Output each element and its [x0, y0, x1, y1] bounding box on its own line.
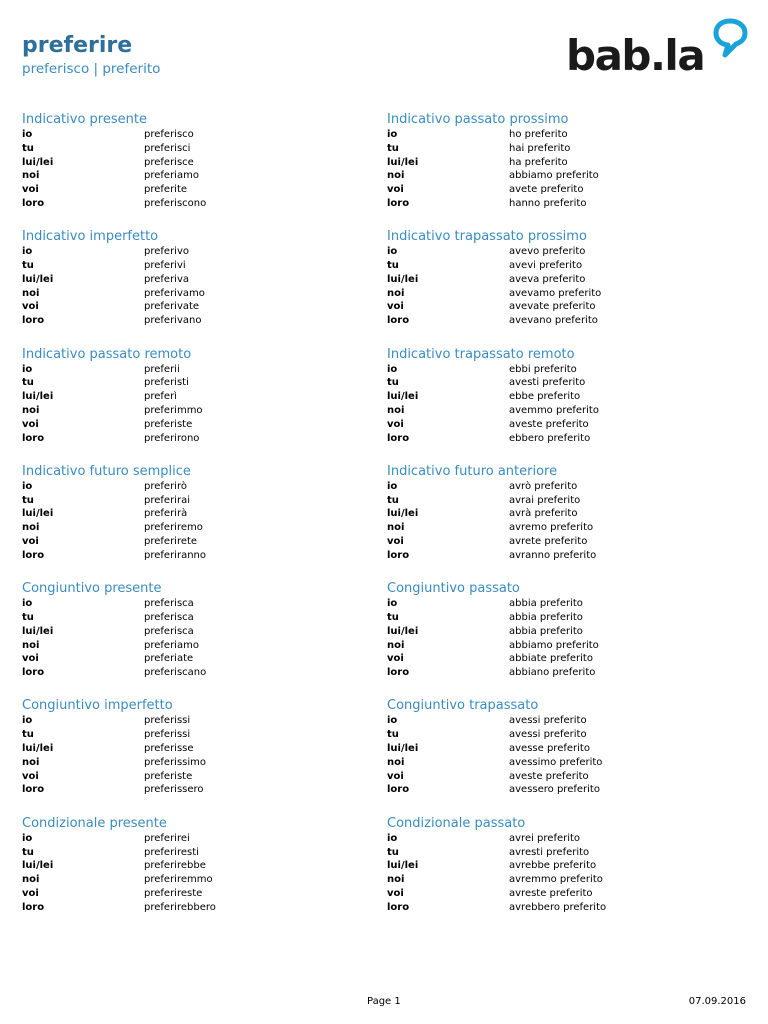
conjugation-row [22, 128, 372, 142]
conjugation-row [22, 901, 372, 915]
pronoun: lui/lei [22, 625, 54, 637]
verb-form: preferissi [144, 715, 191, 727]
verb-form: preferite [144, 184, 188, 196]
tense-title: Indicativo presente [22, 112, 147, 127]
pronoun: loro [387, 549, 410, 561]
pronoun: io [22, 598, 33, 610]
conjugation-row [387, 404, 737, 418]
tense-block [22, 816, 372, 933]
conjugation-row [387, 390, 737, 404]
conjugation-row [22, 169, 372, 183]
verb-form: avesse preferito [509, 743, 590, 755]
conjugation-row [387, 376, 737, 390]
verb-form: abbia preferito [509, 598, 583, 610]
verb-form: aveste preferito [509, 770, 589, 782]
conjugation-row [22, 404, 372, 418]
tense-title: Indicativo futuro anteriore [387, 463, 558, 479]
pronoun: lui/lei [387, 508, 419, 520]
conjugation-row [387, 142, 737, 156]
conjugation-row [387, 259, 737, 273]
conjugation-row [22, 376, 372, 390]
pronoun: noi [387, 522, 405, 534]
verb-form: avete preferito [509, 184, 584, 196]
pronoun: tu [22, 142, 34, 154]
tense-block [387, 112, 737, 229]
page-number: Page 1 [367, 996, 401, 1007]
verb-form: avremmo preferito [509, 874, 603, 886]
conjugation-row [387, 549, 737, 563]
speech-bubble-icon [712, 18, 748, 58]
verb-form: avevo preferito [509, 246, 586, 258]
verb-form: preferisti [144, 377, 189, 389]
tense-title: Indicativo passato remoto [22, 346, 192, 362]
tense-block [387, 464, 737, 581]
conjugation-row [22, 535, 372, 549]
pronoun: io [387, 715, 398, 727]
conjugation-row [387, 783, 737, 797]
conjugation-row [22, 197, 372, 211]
tense-title: Indicativo passato prossimo [387, 112, 569, 127]
pronoun: tu [387, 260, 399, 272]
conjugation-row [387, 652, 737, 666]
verb-form: avrebbe preferito [509, 860, 597, 872]
conjugation-row [22, 666, 372, 680]
conjugation-row [387, 770, 737, 784]
pronoun: voi [22, 770, 39, 782]
conjugation-row [387, 742, 737, 756]
conjugation-row [387, 156, 737, 170]
pronoun: loro [387, 784, 410, 796]
verb-form: preferì [144, 391, 177, 403]
conjugation-row [387, 169, 737, 183]
pronoun: tu [22, 494, 34, 506]
conjugation-row [387, 666, 737, 680]
pronoun: tu [22, 377, 34, 389]
conjugation-row [22, 846, 372, 860]
verb-form: preferisce [144, 156, 194, 168]
verb-form: preferirebbe [144, 860, 206, 872]
verb-form: preferiva [144, 273, 189, 285]
pronoun: lui/lei [387, 273, 419, 285]
right-column [387, 112, 737, 933]
tense-block [22, 229, 372, 346]
pronoun: io [22, 363, 33, 375]
verb-form: avrete preferito [509, 536, 588, 548]
verb-form: preferisca [144, 598, 194, 610]
conjugation-row [387, 300, 737, 314]
pronoun: loro [22, 315, 45, 327]
pronoun: tu [387, 846, 399, 858]
verb-form: hanno preferito [509, 197, 587, 209]
conjugation-row [387, 639, 737, 653]
verb-form: avessimo preferito [509, 756, 603, 768]
conjugation-row [387, 846, 737, 860]
conjugation-row [387, 611, 737, 625]
pronoun: loro [387, 315, 410, 327]
pronoun: loro [22, 197, 45, 209]
conjugation-row [387, 314, 737, 328]
pronoun: loro [22, 901, 45, 913]
verb-form: preferivano [144, 315, 202, 327]
verb-form: avresti preferito [509, 846, 590, 858]
conjugation-row [22, 156, 372, 170]
verb-form: preferirò [144, 480, 187, 492]
pronoun: lui/lei [22, 508, 54, 520]
conjugation-row [387, 832, 737, 846]
verb-form: avrebbero preferito [509, 901, 607, 913]
pronoun: noi [387, 874, 405, 886]
pronoun: voi [387, 770, 404, 782]
pronoun: voi [387, 301, 404, 313]
pronoun: tu [22, 260, 34, 272]
verb-form: preferiresti [144, 846, 199, 858]
pronoun: tu [387, 494, 399, 506]
verb-form: preferiamo [144, 170, 199, 182]
pronoun: noi [387, 639, 405, 651]
conjugation-row [387, 625, 737, 639]
tense-block [22, 464, 372, 581]
pronoun: noi [22, 404, 40, 416]
conjugation-row [22, 714, 372, 728]
pronoun: voi [22, 184, 39, 196]
conjugation-row [22, 418, 372, 432]
conjugation-row [387, 873, 737, 887]
verb-form: preferiranno [144, 549, 206, 561]
conjugation-row [387, 418, 737, 432]
tense-block [22, 581, 372, 698]
pronoun: loro [387, 667, 410, 679]
conjugation-row [387, 507, 737, 521]
babla-logo [566, 18, 752, 80]
pronoun: loro [22, 432, 45, 444]
pronoun: noi [22, 874, 40, 886]
tense-block [387, 347, 737, 464]
pronoun: lui/lei [22, 156, 54, 168]
conjugation-row [22, 259, 372, 273]
pronoun: io [387, 832, 398, 844]
pronoun: lui/lei [387, 743, 419, 755]
pronoun: lui/lei [22, 743, 54, 755]
verb-form: preferisca [144, 625, 194, 637]
conjugation-row [387, 728, 737, 742]
pronoun: loro [387, 432, 410, 444]
conjugation-row [22, 597, 372, 611]
tense-block [387, 698, 737, 815]
verb-form: avessi preferito [509, 729, 587, 741]
conjugation-row [22, 611, 372, 625]
pronoun: tu [387, 377, 399, 389]
verb-form: preferiste [144, 418, 193, 430]
verb-form: preferisse [144, 743, 194, 755]
conjugation-row [22, 770, 372, 784]
conjugation-row [22, 887, 372, 901]
conjugation-row [22, 287, 372, 301]
verb-form: avrò preferito [509, 480, 578, 492]
verb-form: preferirai [144, 494, 190, 506]
verb-form: aveste preferito [509, 418, 589, 430]
verb-form: preferivo [144, 246, 189, 258]
conjugation-row [22, 521, 372, 535]
verb-form: avremo preferito [509, 522, 594, 534]
verb-form: preferissimo [144, 756, 207, 768]
verb-form: avevano preferito [509, 315, 598, 327]
logo-text: bab.la [566, 31, 705, 80]
verb-form: ebbi preferito [509, 363, 577, 375]
verb-form: preferirebbero [144, 901, 216, 913]
verb-form: preferirei [144, 832, 190, 844]
conjugation-row [22, 742, 372, 756]
pronoun: noi [387, 287, 405, 299]
conjugation-row [387, 597, 737, 611]
conjugation-row [387, 901, 737, 915]
verb-form: avessi preferito [509, 715, 587, 727]
verb-title: preferire [22, 33, 133, 58]
verb-form: avemmo preferito [509, 404, 599, 416]
pronoun: noi [22, 522, 40, 534]
verb-form: preferiamo [144, 639, 199, 651]
pronoun: io [387, 363, 398, 375]
pronoun: lui/lei [22, 273, 54, 285]
verb-form: preferissero [144, 784, 204, 796]
pronoun: lui/lei [387, 625, 419, 637]
verb-form: avrà preferito [509, 508, 578, 520]
conjugation-row [22, 639, 372, 653]
conjugation-row [22, 625, 372, 639]
verb-form: avrai preferito [509, 494, 581, 506]
verb-form: preferii [144, 363, 180, 375]
verb-form: abbiano preferito [509, 667, 596, 679]
verb-form: avessero preferito [509, 784, 600, 796]
verb-form: preferissi [144, 729, 191, 741]
page-header [22, 33, 160, 78]
verb-form: avevate preferito [509, 301, 596, 313]
conjugation-row [387, 183, 737, 197]
conjugation-row [387, 480, 737, 494]
conjugation-row [22, 314, 372, 328]
footer-date: 07.09.2016 [688, 996, 746, 1007]
pronoun: lui/lei [387, 391, 419, 403]
conjugation-row [22, 728, 372, 742]
verb-form: preferiremo [144, 522, 203, 534]
conjugation-row [22, 432, 372, 446]
tense-title: Indicativo futuro semplice [22, 463, 191, 479]
pronoun: io [22, 246, 33, 258]
conjugation-row [22, 494, 372, 508]
pronoun: noi [22, 639, 40, 651]
pronoun: tu [387, 611, 399, 623]
verb-form: preferiate [144, 653, 194, 665]
pronoun: loro [387, 901, 410, 913]
pronoun: voi [387, 887, 404, 899]
pronoun: loro [22, 667, 45, 679]
tense-title: Congiuntivo presente [22, 581, 162, 597]
pronoun: noi [22, 170, 40, 182]
verb-form: preferirà [144, 508, 188, 520]
tense-block [387, 229, 737, 346]
pronoun: tu [22, 729, 34, 741]
pronoun: voi [387, 653, 404, 665]
pronoun: io [22, 832, 33, 844]
conjugation-row [22, 756, 372, 770]
conjugation-row [22, 245, 372, 259]
pronoun: lui/lei [22, 860, 54, 872]
conjugation-row [22, 183, 372, 197]
verb-form: preferireste [144, 887, 203, 899]
pronoun: lui/lei [22, 391, 54, 403]
conjugation-row [387, 494, 737, 508]
pronoun: lui/lei [387, 156, 419, 168]
verb-form: preferivi [144, 260, 186, 272]
verb-form: abbiate preferito [509, 653, 593, 665]
tense-title: Congiuntivo passato [387, 581, 520, 597]
pronoun: tu [387, 142, 399, 154]
conjugation-row [387, 535, 737, 549]
conjugation-row [387, 756, 737, 770]
pronoun: io [387, 129, 398, 140]
verb-form: ebbero preferito [509, 432, 591, 444]
conjugation-row [22, 273, 372, 287]
conjugation-row [387, 521, 737, 535]
pronoun: lui/lei [387, 860, 419, 872]
conjugation-row [22, 549, 372, 563]
conjugation-row [387, 859, 737, 873]
conjugation-row [387, 363, 737, 377]
verb-form: avranno preferito [509, 549, 597, 561]
conjugation-row [22, 783, 372, 797]
verb-principal-parts: preferisco | preferito [22, 61, 161, 77]
tense-title: Congiuntivo imperfetto [22, 698, 173, 714]
conjugation-row [22, 142, 372, 156]
pronoun: io [22, 129, 33, 140]
pronoun: voi [22, 418, 39, 430]
pronoun: io [387, 598, 398, 610]
conjugation-row [22, 873, 372, 887]
pronoun: voi [22, 301, 39, 313]
verb-form: aveva preferito [509, 273, 586, 285]
verb-form: avevi preferito [509, 260, 583, 272]
pronoun: loro [387, 197, 410, 209]
verb-form: avreste preferito [509, 887, 593, 899]
tense-block [22, 347, 372, 464]
conjugation-row [22, 859, 372, 873]
pronoun: tu [387, 729, 399, 741]
conjugation-row [22, 363, 372, 377]
conjugation-row [387, 887, 737, 901]
pronoun: voi [22, 887, 39, 899]
verb-form: preferisco [144, 129, 194, 140]
verb-form: preferivamo [144, 287, 205, 299]
pronoun: noi [387, 756, 405, 768]
verb-form: abbia preferito [509, 611, 583, 623]
verb-form: preferimmo [144, 404, 203, 416]
tense-title: Congiuntivo trapassato [387, 698, 539, 714]
pronoun: voi [22, 536, 39, 548]
verb-form: preferiscono [144, 197, 207, 209]
verb-form: ebbe preferito [509, 391, 581, 403]
tense-block [387, 581, 737, 698]
conjugation-row [387, 287, 737, 301]
tense-title: Indicativo trapassato prossimo [387, 229, 587, 245]
pronoun: io [387, 246, 398, 258]
verb-form: abbia preferito [509, 625, 583, 637]
conjugation-row [387, 197, 737, 211]
verb-form: abbiamo preferito [509, 170, 599, 182]
verb-form: preferiscano [144, 667, 207, 679]
verb-form: avevamo preferito [509, 287, 602, 299]
pronoun: loro [22, 784, 45, 796]
tense-block [22, 698, 372, 815]
conjugation-row [387, 432, 737, 446]
conjugation-row [22, 300, 372, 314]
verb-form: preferisca [144, 611, 194, 623]
verb-form: hai preferito [509, 142, 571, 154]
tense-title: Indicativo trapassato remoto [387, 346, 575, 362]
tense-block [22, 112, 372, 229]
conjugation-row [22, 507, 372, 521]
verb-form: preferiste [144, 770, 193, 782]
verb-form: preferirono [144, 432, 200, 444]
conjugation-row [22, 832, 372, 846]
tense-block [387, 816, 737, 933]
verb-form: avrei preferito [509, 832, 581, 844]
pronoun: loro [22, 549, 45, 561]
conjugation-row [22, 390, 372, 404]
pronoun: noi [22, 756, 40, 768]
pronoun: tu [22, 611, 34, 623]
conjugation-row [387, 245, 737, 259]
pronoun: voi [387, 536, 404, 548]
tense-title: Condizionale presente [22, 815, 167, 831]
pronoun: io [22, 715, 33, 727]
verb-form: preferirete [144, 536, 198, 548]
verb-form: ha preferito [509, 156, 568, 168]
conjugation-row [22, 480, 372, 494]
pronoun: noi [22, 287, 40, 299]
verb-form: preferiremmo [144, 874, 213, 886]
pronoun: voi [22, 653, 39, 665]
pronoun: io [22, 480, 33, 492]
tense-title: Indicativo imperfetto [22, 229, 159, 245]
conjugation-row [387, 714, 737, 728]
conjugation-row [22, 652, 372, 666]
pronoun: voi [387, 418, 404, 430]
verb-form: preferisci [144, 142, 191, 154]
conjugation-row [387, 128, 737, 142]
pronoun: noi [387, 404, 405, 416]
tense-title: Condizionale passato [387, 815, 526, 831]
pronoun: tu [22, 846, 34, 858]
left-column [22, 112, 372, 933]
pronoun: voi [387, 184, 404, 196]
pronoun: noi [387, 170, 405, 182]
verb-form: ho preferito [509, 129, 568, 140]
verb-form: abbiamo preferito [509, 639, 599, 651]
verb-form: preferivate [144, 301, 200, 313]
pronoun: io [387, 480, 398, 492]
conjugation-row [387, 273, 737, 287]
verb-form: avesti preferito [509, 377, 586, 389]
